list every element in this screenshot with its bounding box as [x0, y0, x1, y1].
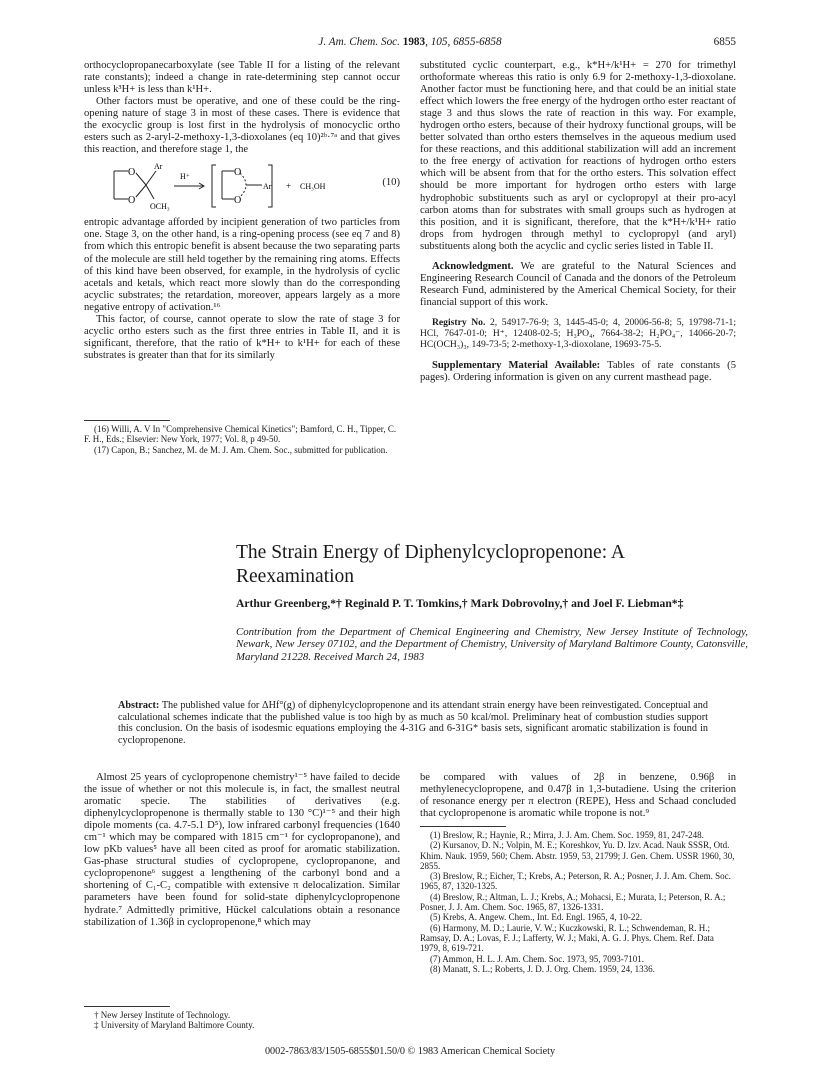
- acknowledgment: [420, 261, 736, 309]
- footnote-rule: [420, 826, 506, 827]
- journal-citation: [84, 36, 736, 48]
- footnote: (6) Harmony, M. D.; Laurie, V. W.; Kuczkowski, R. L.; Schwendeman, R. H.; Ramsay, D. A.; Lovas, F. J.; Lafferty, W. J.; Maki, A. G. J. Phys. Chem. Ref. Data 1979, 8, 619-721.: [420, 922, 714, 954]
- oxygen-label-4: O: [234, 195, 242, 207]
- page-number: 6855: [713, 36, 736, 48]
- oxygen-label-1: O: [128, 167, 136, 179]
- paragraph: be compared with values of 2β in benzene, 0.96β in methylenecyclopropene, and 0.47β in 1,3-butadiene. Using the criterion of resonance energy per π electron (REPE), Hess and Schaad concluded that cyclopropenone is aromatic while tropone is not.⁹: [420, 772, 736, 820]
- footnote: (8) Manatt, S. L.; Roberts, J. D. J. Org. Chem. 1959, 24, 1336.: [430, 963, 655, 974]
- top-right-column: [420, 60, 736, 384]
- abstract-text: The published value for ΔHf°(g) of diphenylcyclopropenone and its attendant strain energy have been reinvestigated. Conceptual and calculational schemes indicate that the published value is too high by as much as 50 kcal/mol. Preliminary heat of combustion studies support this conclusion. On the basis of isodesmic equations employing the 4-31G and 6-31G* basis sets, significant aromatic stabilization is found in cyclopropenone.: [118, 700, 708, 747]
- footnote: (3) Breslow, R.; Eicher, T.; Krebs, A.; Peterson, R. A.; Posner, J. J. Am. Chem. Soc. 1965, 87, 1320-1325.: [420, 871, 731, 892]
- paragraph: Almost 25 years of cyclopropenone chemistry¹⁻⁵ have failed to decide the issue of whether or not this molecule is, in fact, the smallest neutral aromatic specie. The stabilities of derivatives (e.g. diphenylcyclopropenone is thermally stable to 130 °C)¹⁻⁵ and their high dipole moments (ca. 4.7-5.1 D⁵), low infrared carbonyl frequencies (1640 cm⁻¹ which may be compared with 1815 cm⁻¹ for cyclopropanone), and low pKb values⁵ have all been cited as proof for aromatic stabilization. Gas-phase structural studies of cyclopropene, cyclopropanone, and cyclopropenone⁶ suggest a lengthening of the carbonyl bond and a shortening of C₁-C₂ compatible with extensive π delocalization. Similar parameters have been found for solid-state diphenylcyclopropenone hydrate.⁷ Admittedly primitive, Hückel calculations obtain a resonance stabilization of 1.36β in cyclopropenone,⁸ which may: [84, 772, 400, 928]
- bottom-left-footnotes: [84, 1006, 400, 1031]
- footnote: ‡ University of Maryland Baltimore County.: [94, 1020, 255, 1031]
- paragraph: orthocyclopropanecarboxylate (see Table II for a listing of the relevant rate constants); indeed a change in rate-determining step cannot occur unless k³H+ is less than k¹H+.: [84, 60, 400, 96]
- methoxy-label: OCH₃: [150, 202, 170, 212]
- supplementary-text: Tables of rate constants (5 pages). Ordering information is given on any current masthead page.: [420, 359, 736, 383]
- journal-volume-pages: , 105, 6855-6858: [425, 36, 502, 48]
- paragraph: substituted cyclic counterpart, e.g., k*H+/k¹H+ = 270 for trimethyl orthoformate whereas this ratio is only 6.9 for 2-methoxy-1,3-dioxolane. Another factor must be functioning here, and that could be an initial state effect which lowers the free energy of the hydrogen ortho ester reactant of stage 3 and thus slows the rate of reaction in this way. For example, hydrogen ortho esters, because of their hydroxy functional groups, will be better solvated than ortho esters themselves in the aqueous medium used for these reactions, and this additional stabilization will add an increment to the free energy of activation for reactions of hydrogen ortho esters which will be absent from that for the ortho esters. This solvation effect should be more important for hydrogen ortho esters with large hydrophobic substituents such as aryl or cyclopropyl at their pro-acyl carbon atoms than for substrates with small groups such as hydrogen at this position, and it is significant, therefore, that the k*H+/k¹H+ ratio drops from hydrogen through methyl to cyclopropyl (and aryl) substituents along both the acyclic and cyclic series listed in Table II.: [420, 60, 736, 252]
- registry-numbers: [420, 317, 736, 350]
- methanol-label: CH₃OH: [300, 182, 326, 192]
- supplementary-material: [420, 360, 736, 384]
- registry-label: Registry No.: [432, 316, 486, 328]
- abstract-label: Abstract:: [118, 700, 160, 711]
- footnote: (1) Breslow, R.; Haynie, R.; Mirra, J. J. Am. Chem. Soc. 1959, 81, 247-248.: [430, 830, 704, 840]
- footnote: (16) Willi, A. V In "Comprehensive Chemical Kinetics"; Bamford, C. H., Tipper, C. F. H., Eds.; Elsevier: New York, 1977; Vol. 8, p 49-50.: [84, 424, 397, 445]
- article-title: The Strain Energy of Diphenylcyclopropenone: A Reexamination: [236, 542, 624, 587]
- bottom-left-column: [84, 772, 400, 929]
- running-header: [84, 36, 736, 52]
- bottom-right-column: [420, 772, 736, 820]
- acknowledgment-label: Acknowledgment.: [432, 260, 514, 272]
- footnote: (17) Capon, B.; Sanchez, M. de M. J. Am. Chem. Soc., submitted for publication.: [94, 444, 388, 455]
- footnote: (2) Kursanov, D. N.; Volpin, M. E.; Koreshkov, Yu. D. Izv. Acad. Nauk SSSR, Otd. Khim. Nauk. 1959, 560; Chem. Abstr. 1959, 53, 21799; J. Gen. Chem. USSR 1960, 30, 2855.: [420, 840, 735, 871]
- paragraph: entropic advantage afforded by incipient generation of two particles from one. Stage 3, on the other hand, is a ring-opening process (see eq 7 and 8) from which this entropic benefit is absent because the two separating parts of the molecule are still held together by the remaining ring atoms. Effects of this kind have been observed, for example, in the hydrolysis of cyclic acetals and ketals, which react more slowly than do the corresponding acyclic substrates; the retardation, moreover, appears largely as a more negative entropy of activation.¹⁶: [84, 217, 400, 313]
- catalyst-label: H⁺: [180, 172, 190, 182]
- aryl-label-left: Ar: [154, 162, 163, 172]
- journal-year: 1983: [402, 36, 426, 48]
- journal-name: J. Am. Chem. Soc.: [318, 36, 400, 48]
- aryl-label-right: Ar: [263, 182, 272, 192]
- plus-sign: +: [286, 181, 292, 192]
- paragraph: This factor, of course, cannot operate to slow the rate of stage 3 for acyclic ortho esters such as the first three entries in Table II, and it is significant, therefore, that the ratio of k*H+ to k¹H+ for each of these substrates is greater than that for its similarly: [84, 313, 400, 361]
- top-left-footnotes: [84, 420, 400, 455]
- article-affiliation: Contribution from the Department of Chemical Engineering and Chemistry, New Jersey Institute of Technology, Newark, New Jersey 07102, and the Department of Chemistry, University of Maryland Baltimore County, Catonsville, Maryland 21228. Received March 24, 1983: [236, 626, 748, 663]
- acknowledgment-text: We are grateful to the Natural Sciences and Engineering Research Council of Canada and the donors of the Petroleum Research Fund, administered by the Americal Chemical Society, for their financial support of this work.: [420, 260, 736, 308]
- footnote: (7) Ammon, H. L. J. Am. Chem. Soc. 1973, 95, 7093-7101.: [430, 953, 644, 964]
- article-authors: Arthur Greenberg,*† Reginald P. T. Tomkins,† Mark Dobrovolny,† and Joel F. Liebman*‡: [236, 597, 684, 610]
- oxygen-label-2: O: [128, 195, 136, 207]
- page-footer: 0002-7863/83/1505-6855$01.50/0 © 1983 American Chemical Society: [264, 1046, 556, 1057]
- paragraph: Other factors must be operative, and one of these could be the ring-opening nature of stage 3 in most of these cases. There is evidence that the exocyclic group is lost first in the hydrolysis of monocyclic ortho esters such as 2-aryl-2-methoxy-1,3-dioxolanes (eq 10)²ᵇ·⁷ᵃ and that gives this reaction, and therefore stage 1, the: [84, 96, 400, 156]
- registry-text: 2, 54917-76-9; 3, 1445-45-0; 4, 20006-56-8; 5, 19798-71-1; HCl, 7647-01-0; H⁺, 12408-02-5; H₃PO₄, 7664-38-2; H₂PO₄⁻, 14066-20-7; HC(OCH₃)₃, 149-73-5; 2-methoxy-1,3-dioxolane, 19693-75-5.: [420, 316, 736, 350]
- reaction-scheme: [84, 159, 374, 213]
- supplementary-label: Supplementary Material Available:: [432, 359, 601, 371]
- reaction-arrow: [174, 183, 204, 189]
- top-left-column: [84, 60, 400, 362]
- oxygen-label-3: O: [234, 167, 242, 179]
- footnote-rule: [84, 420, 170, 421]
- bottom-right-footnotes: [420, 826, 736, 974]
- footnote: (5) Krebs, A. Angew. Chem., Int. Ed. Engl. 1965, 4, 10-22.: [430, 912, 643, 923]
- footnote-rule: [84, 1006, 170, 1007]
- abstract: [118, 700, 708, 747]
- equation-number: (10): [382, 177, 400, 189]
- footnote: (4) Breslow, R.; Altman, L. J.; Krebs, A.; Mohacsi, E.; Murata, I.; Peterson, R. A.; Posner, J. J. Am. Chem. Soc. 1965, 87, 1326-1331.: [420, 891, 726, 913]
- equation-10: [84, 159, 400, 213]
- footnote: † New Jersey Institute of Technology.: [94, 1010, 231, 1020]
